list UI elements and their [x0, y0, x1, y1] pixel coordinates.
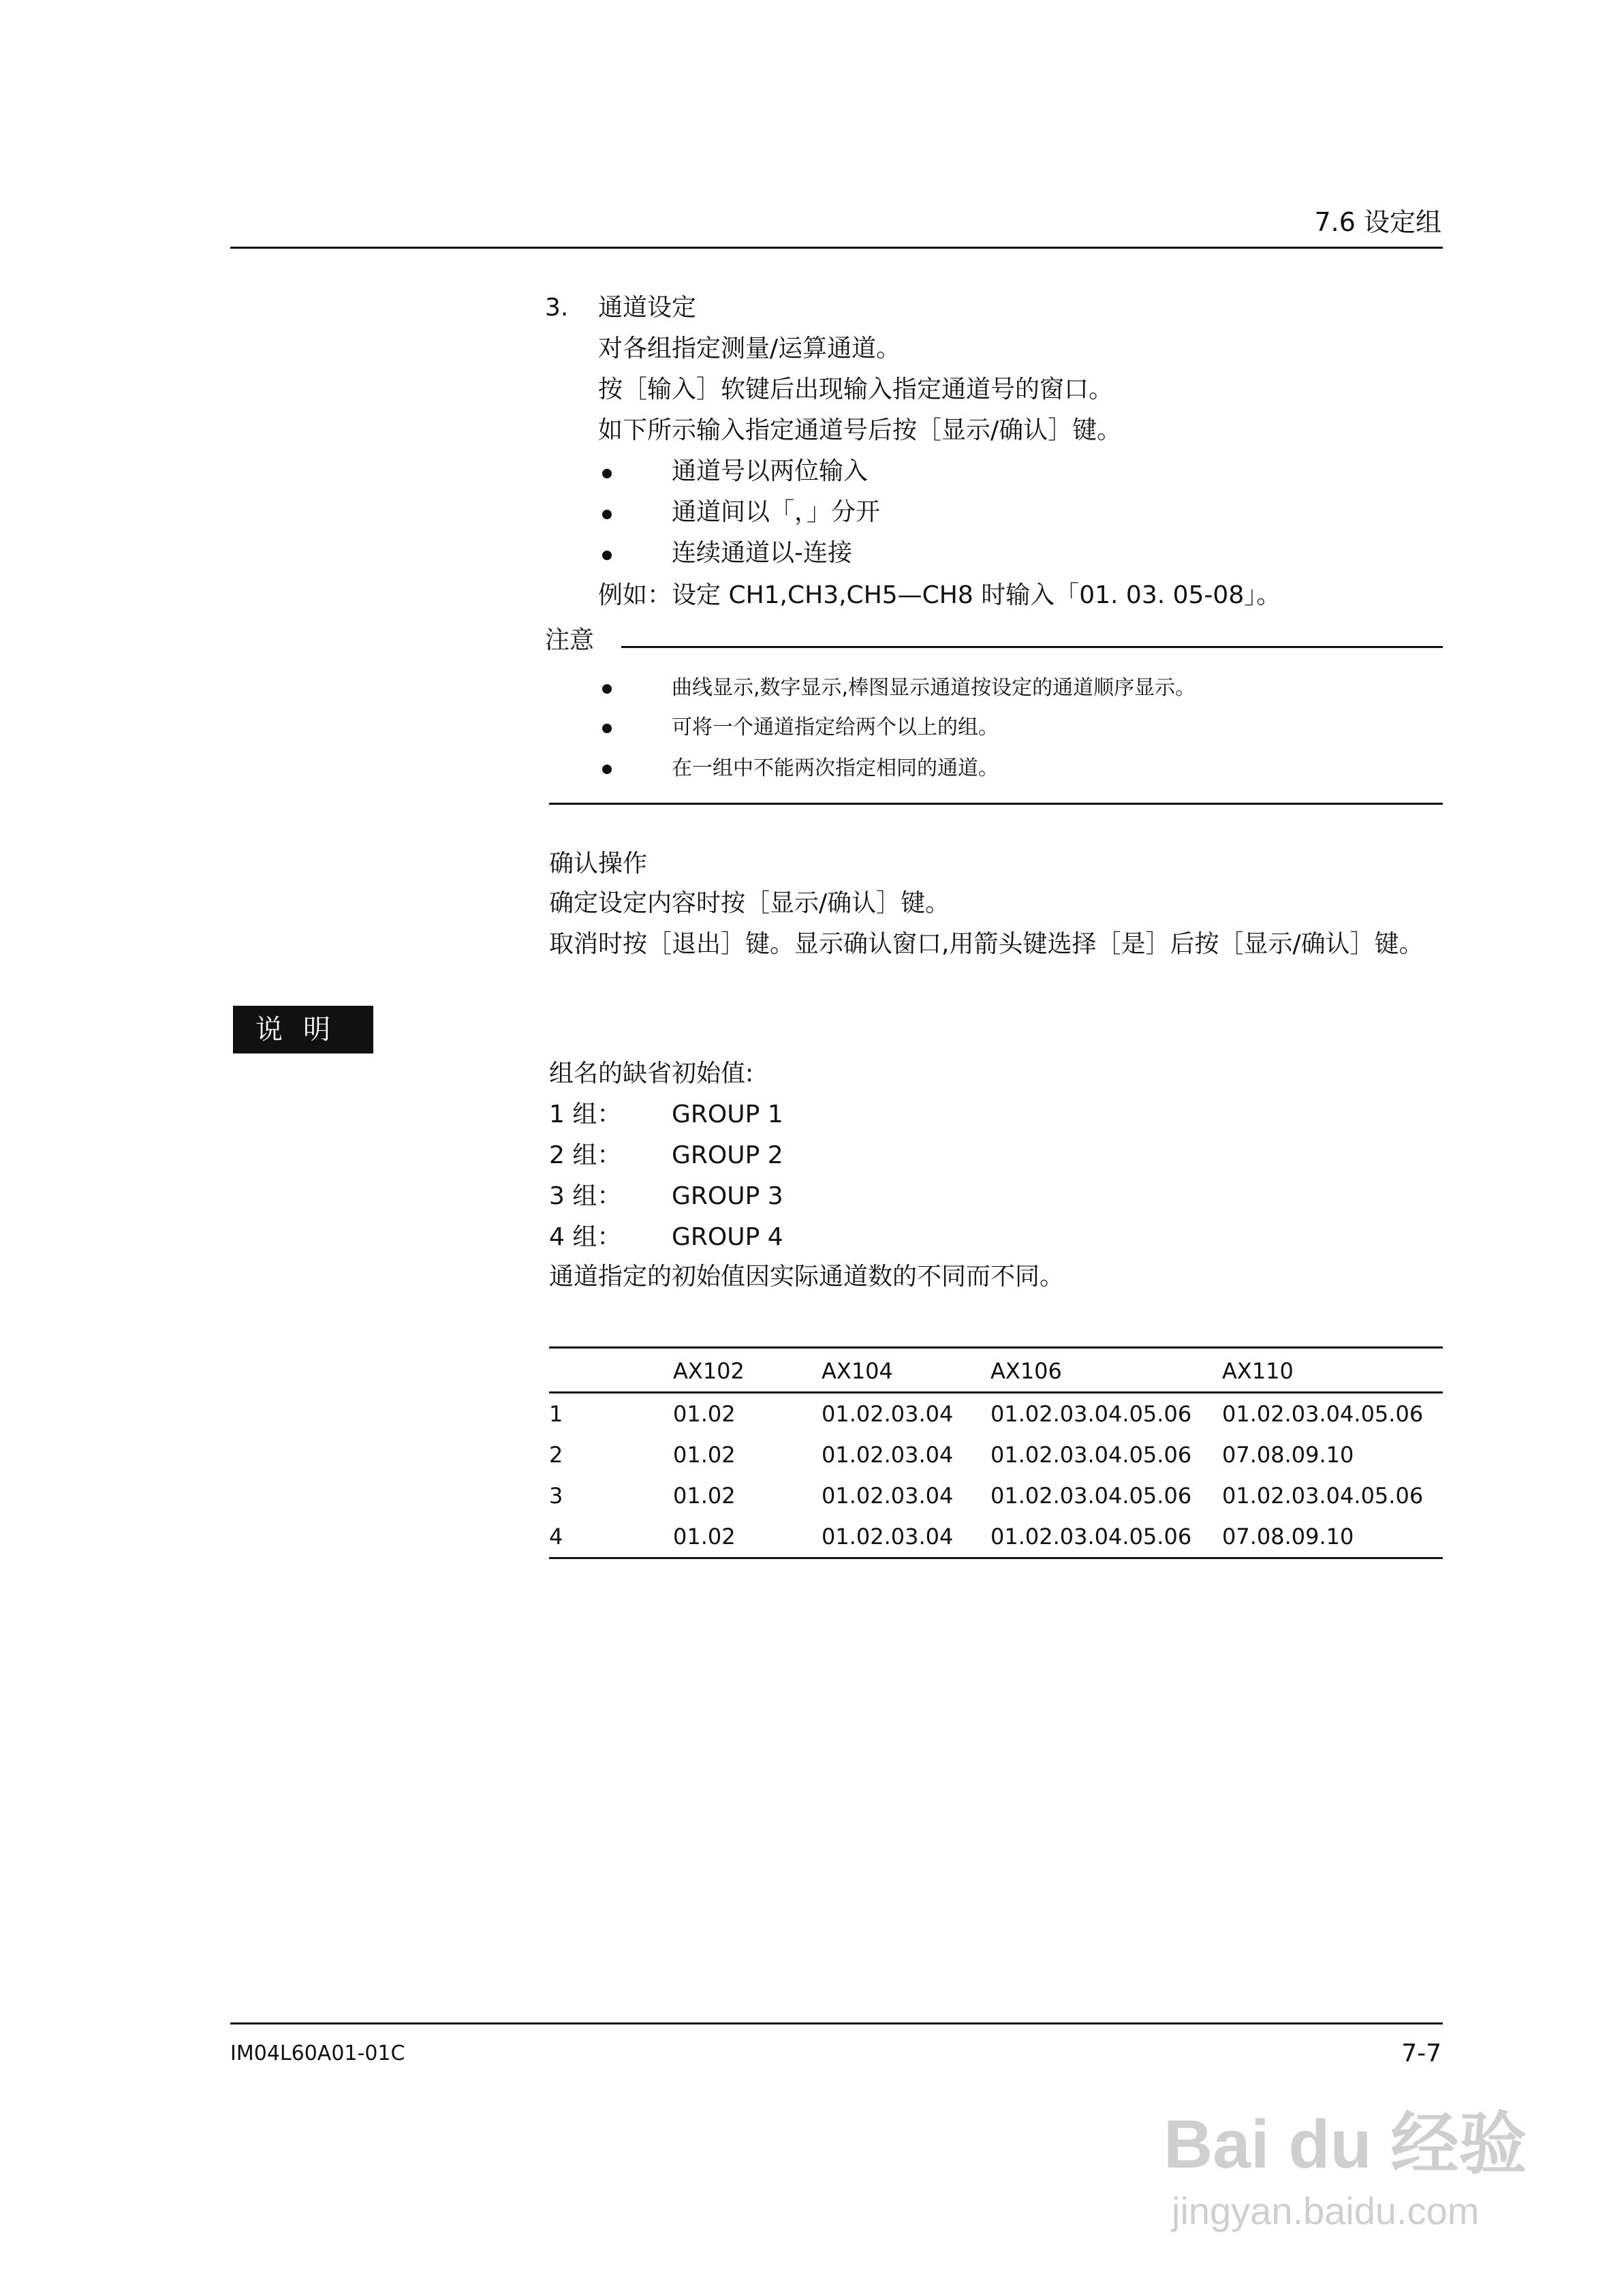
table-row	[549, 1434, 1443, 1475]
explanation-label: 说明	[233, 1006, 373, 1053]
step-number: 3.	[545, 294, 569, 322]
footer-rule	[230, 2022, 1443, 2024]
table-cell: 01.02	[673, 1524, 736, 1550]
bullet-dot	[602, 510, 612, 519]
table-cell: 01.02.03.04.05.06	[990, 1401, 1192, 1427]
table-header-cell: AX104	[822, 1358, 893, 1384]
bullet-text: 通道间以「，」分开	[672, 498, 881, 526]
note-bullet-text: 曲线显示,数字显示,棒图显示通道按设定的通道顺序显示。	[672, 676, 1196, 700]
section-title: 7.6 设定组	[1314, 207, 1441, 237]
table-cell: 2	[549, 1442, 563, 1468]
group-key: 4 组：	[549, 1223, 622, 1251]
table-row	[549, 1516, 1443, 1558]
table-header-cell	[549, 1351, 673, 1393]
table-row	[549, 1393, 1443, 1435]
table-cell: 01.02	[673, 1483, 736, 1509]
table-cell: 07.08.09.10	[1222, 1524, 1354, 1550]
example-line: 例如：设定 CH1,CH3,CH5—CH8 时输入「01. 03. 05-08」。	[598, 581, 1281, 609]
table-cell: 01.02	[673, 1401, 736, 1427]
doc-id: IM04L60A01-01C	[230, 2042, 405, 2065]
table-cell: 07.08.09.10	[1222, 1442, 1354, 1468]
explanation-intro: 组名的缺省初始值:	[549, 1060, 754, 1088]
step-title: 通道设定	[598, 294, 697, 322]
step-line: 如下所示输入指定通道号后按［显示/确认］键。	[598, 416, 1122, 444]
bullet-text: 连续通道以-连接	[672, 539, 852, 567]
watermark-brand: Bai du 经验	[1164, 2106, 1527, 2183]
confirm-title: 确认操作	[549, 850, 648, 878]
table-header-cell: AX106	[990, 1358, 1062, 1384]
note-bottom-rule	[549, 803, 1443, 805]
group-key: 3 组：	[549, 1182, 622, 1210]
bullet-dot	[602, 551, 612, 560]
group-value: GROUP 2	[672, 1141, 783, 1169]
table-row	[549, 1475, 1443, 1516]
table-header-cell: AX110	[1222, 1358, 1294, 1384]
table-top-rule	[549, 1346, 1443, 1349]
bullet-text: 通道号以两位输入	[672, 457, 869, 485]
step-line: 对各组指定测量/运算通道。	[598, 335, 901, 363]
confirm-line: 确定设定内容时按［显示/确认］键。	[549, 889, 950, 917]
confirm-line: 取消时按［退出］键。显示确认窗口,用箭头键选择［是］后按［显示/确认］键。	[549, 930, 1424, 958]
group-key: 1 组：	[549, 1100, 622, 1128]
table-cell: 01.02	[673, 1442, 736, 1468]
watermark-url: jingyan.baidu.com	[1172, 2189, 1480, 2232]
table-cell: 1	[549, 1401, 563, 1427]
table-cell: 01.02.03.04	[822, 1442, 954, 1468]
group-value: GROUP 4	[672, 1223, 783, 1251]
group-value: GROUP 3	[672, 1182, 783, 1210]
table-cell: 01.02.03.04	[822, 1524, 954, 1550]
note-bullet-text: 可将一个通道指定给两个以上的组。	[672, 715, 999, 739]
table-cell: 01.02.03.04	[822, 1401, 954, 1427]
note-label: 注意	[545, 626, 595, 654]
note-top-rule	[621, 646, 1443, 648]
group-key: 2 组：	[549, 1141, 622, 1169]
table-cell: 01.02.03.04	[822, 1483, 954, 1509]
bullet-dot	[602, 469, 612, 478]
bullet-dot	[602, 724, 612, 733]
channel-table	[549, 1351, 1443, 1559]
header-rule	[230, 247, 1443, 249]
bullet-dot	[602, 765, 612, 774]
note-bullet-text: 在一组中不能两次指定相同的通道。	[672, 756, 999, 780]
group-value: GROUP 1	[672, 1100, 783, 1128]
table-cell: 01.02.03.04.05.06	[1222, 1483, 1424, 1509]
table-cell: 01.02.03.04.05.06	[990, 1524, 1192, 1550]
table-cell: 3	[549, 1483, 563, 1509]
table-cell: 01.02.03.04.05.06	[990, 1483, 1192, 1509]
bullet-dot	[602, 684, 612, 694]
step-line: 按［输入］软键后出现输入指定通道号的窗口。	[598, 375, 1114, 403]
table-header-row	[549, 1351, 1443, 1393]
table-cell: 01.02.03.04.05.06	[990, 1442, 1192, 1468]
explanation-note: 通道指定的初始值因实际通道数的不同而不同。	[549, 1263, 1065, 1291]
table-cell: 01.02.03.04.05.06	[1222, 1401, 1424, 1427]
table-header-cell: AX102	[673, 1358, 745, 1384]
table-cell: 4	[549, 1524, 563, 1550]
page-number: 7-7	[1401, 2039, 1441, 2067]
